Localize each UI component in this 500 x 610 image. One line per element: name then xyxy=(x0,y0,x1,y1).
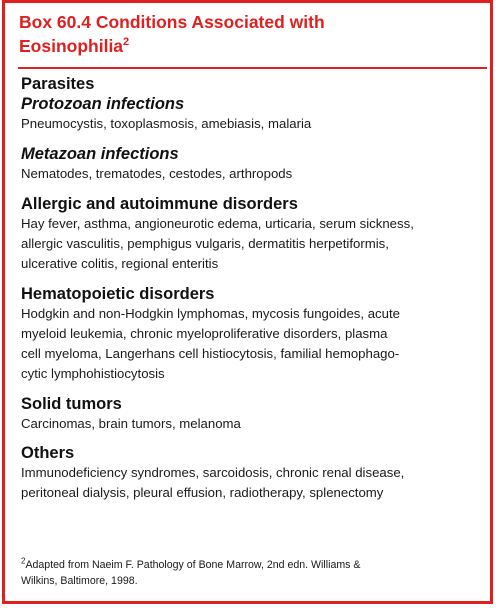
box-frame xyxy=(2,0,493,604)
heading-parasites: Parasites xyxy=(21,75,95,93)
section-allergic xyxy=(21,194,483,274)
text-hematopoietic-line: Hodgkin and non-Hodgkin lymphomas, mycosis fungoides, acute xyxy=(21,306,400,321)
footnote-line-1: $^2$Adapted from Naeim F. Pathology of Bone Marrow, 2nd edn. Williams & xyxy=(21,556,361,571)
section-others xyxy=(21,443,483,503)
title-line-2: Eosinophilia$^2$ xyxy=(19,36,130,56)
title-line-1: Box 60.4 Conditions Associated with xyxy=(19,12,325,32)
section-metazoan xyxy=(21,144,483,184)
heading-metazoan: Metazoan infections xyxy=(21,145,179,163)
footnote xyxy=(21,558,483,589)
text-hematopoietic-line: cytic lymphohistiocytosis xyxy=(21,366,165,381)
footnote-line-2: Wilkins, Baltimore, 1998. xyxy=(21,574,138,587)
text-solid-tumors: Carcinomas, brain tumors, melanoma xyxy=(21,416,241,431)
text-others-line: Immunodeficiency syndromes, sarcoidosis, chronic renal disease, xyxy=(21,465,405,480)
heading-solid-tumors: Solid tumors xyxy=(21,395,122,413)
box-title xyxy=(19,10,479,58)
heading-allergic: Allergic and autoimmune disorders xyxy=(21,195,298,213)
text-protozoan: Pneumocystis, toxoplasmosis, amebiasis, malaria xyxy=(21,116,312,131)
box-content xyxy=(21,74,483,503)
text-metazoan: Nematodes, trematodes, cestodes, arthropods xyxy=(21,166,293,181)
text-others-line: peritoneal dialysis, pleural effusion, radiotherapy, splenectomy xyxy=(21,485,384,500)
title-divider xyxy=(18,67,487,69)
section-solid-tumors xyxy=(21,394,483,434)
section-parasites xyxy=(21,74,483,134)
text-allergic-line: ulcerative colitis, regional enteritis xyxy=(21,256,219,271)
text-hematopoietic-line: cell myeloma, Langerhans cell histiocytosis, familial hemophago- xyxy=(21,346,400,361)
text-allergic-line: Hay fever, asthma, angioneurotic edema, urticaria, serum sickness, xyxy=(21,216,414,231)
title-footnote-ref: 2 xyxy=(123,36,130,49)
heading-protozoan: Protozoan infections xyxy=(21,95,185,113)
text-hematopoietic-line: myeloid leukemia, chronic myeloproliferative disorders, plasma xyxy=(21,326,388,341)
section-hematopoietic xyxy=(21,284,483,384)
heading-hematopoietic: Hematopoietic disorders xyxy=(21,285,215,303)
text-allergic-line: allergic vasculitis, pemphigus vulgaris, dermatitis herpetiformis, xyxy=(21,236,389,251)
footnote-marker: 2 xyxy=(21,556,26,566)
heading-others: Others xyxy=(21,444,75,462)
